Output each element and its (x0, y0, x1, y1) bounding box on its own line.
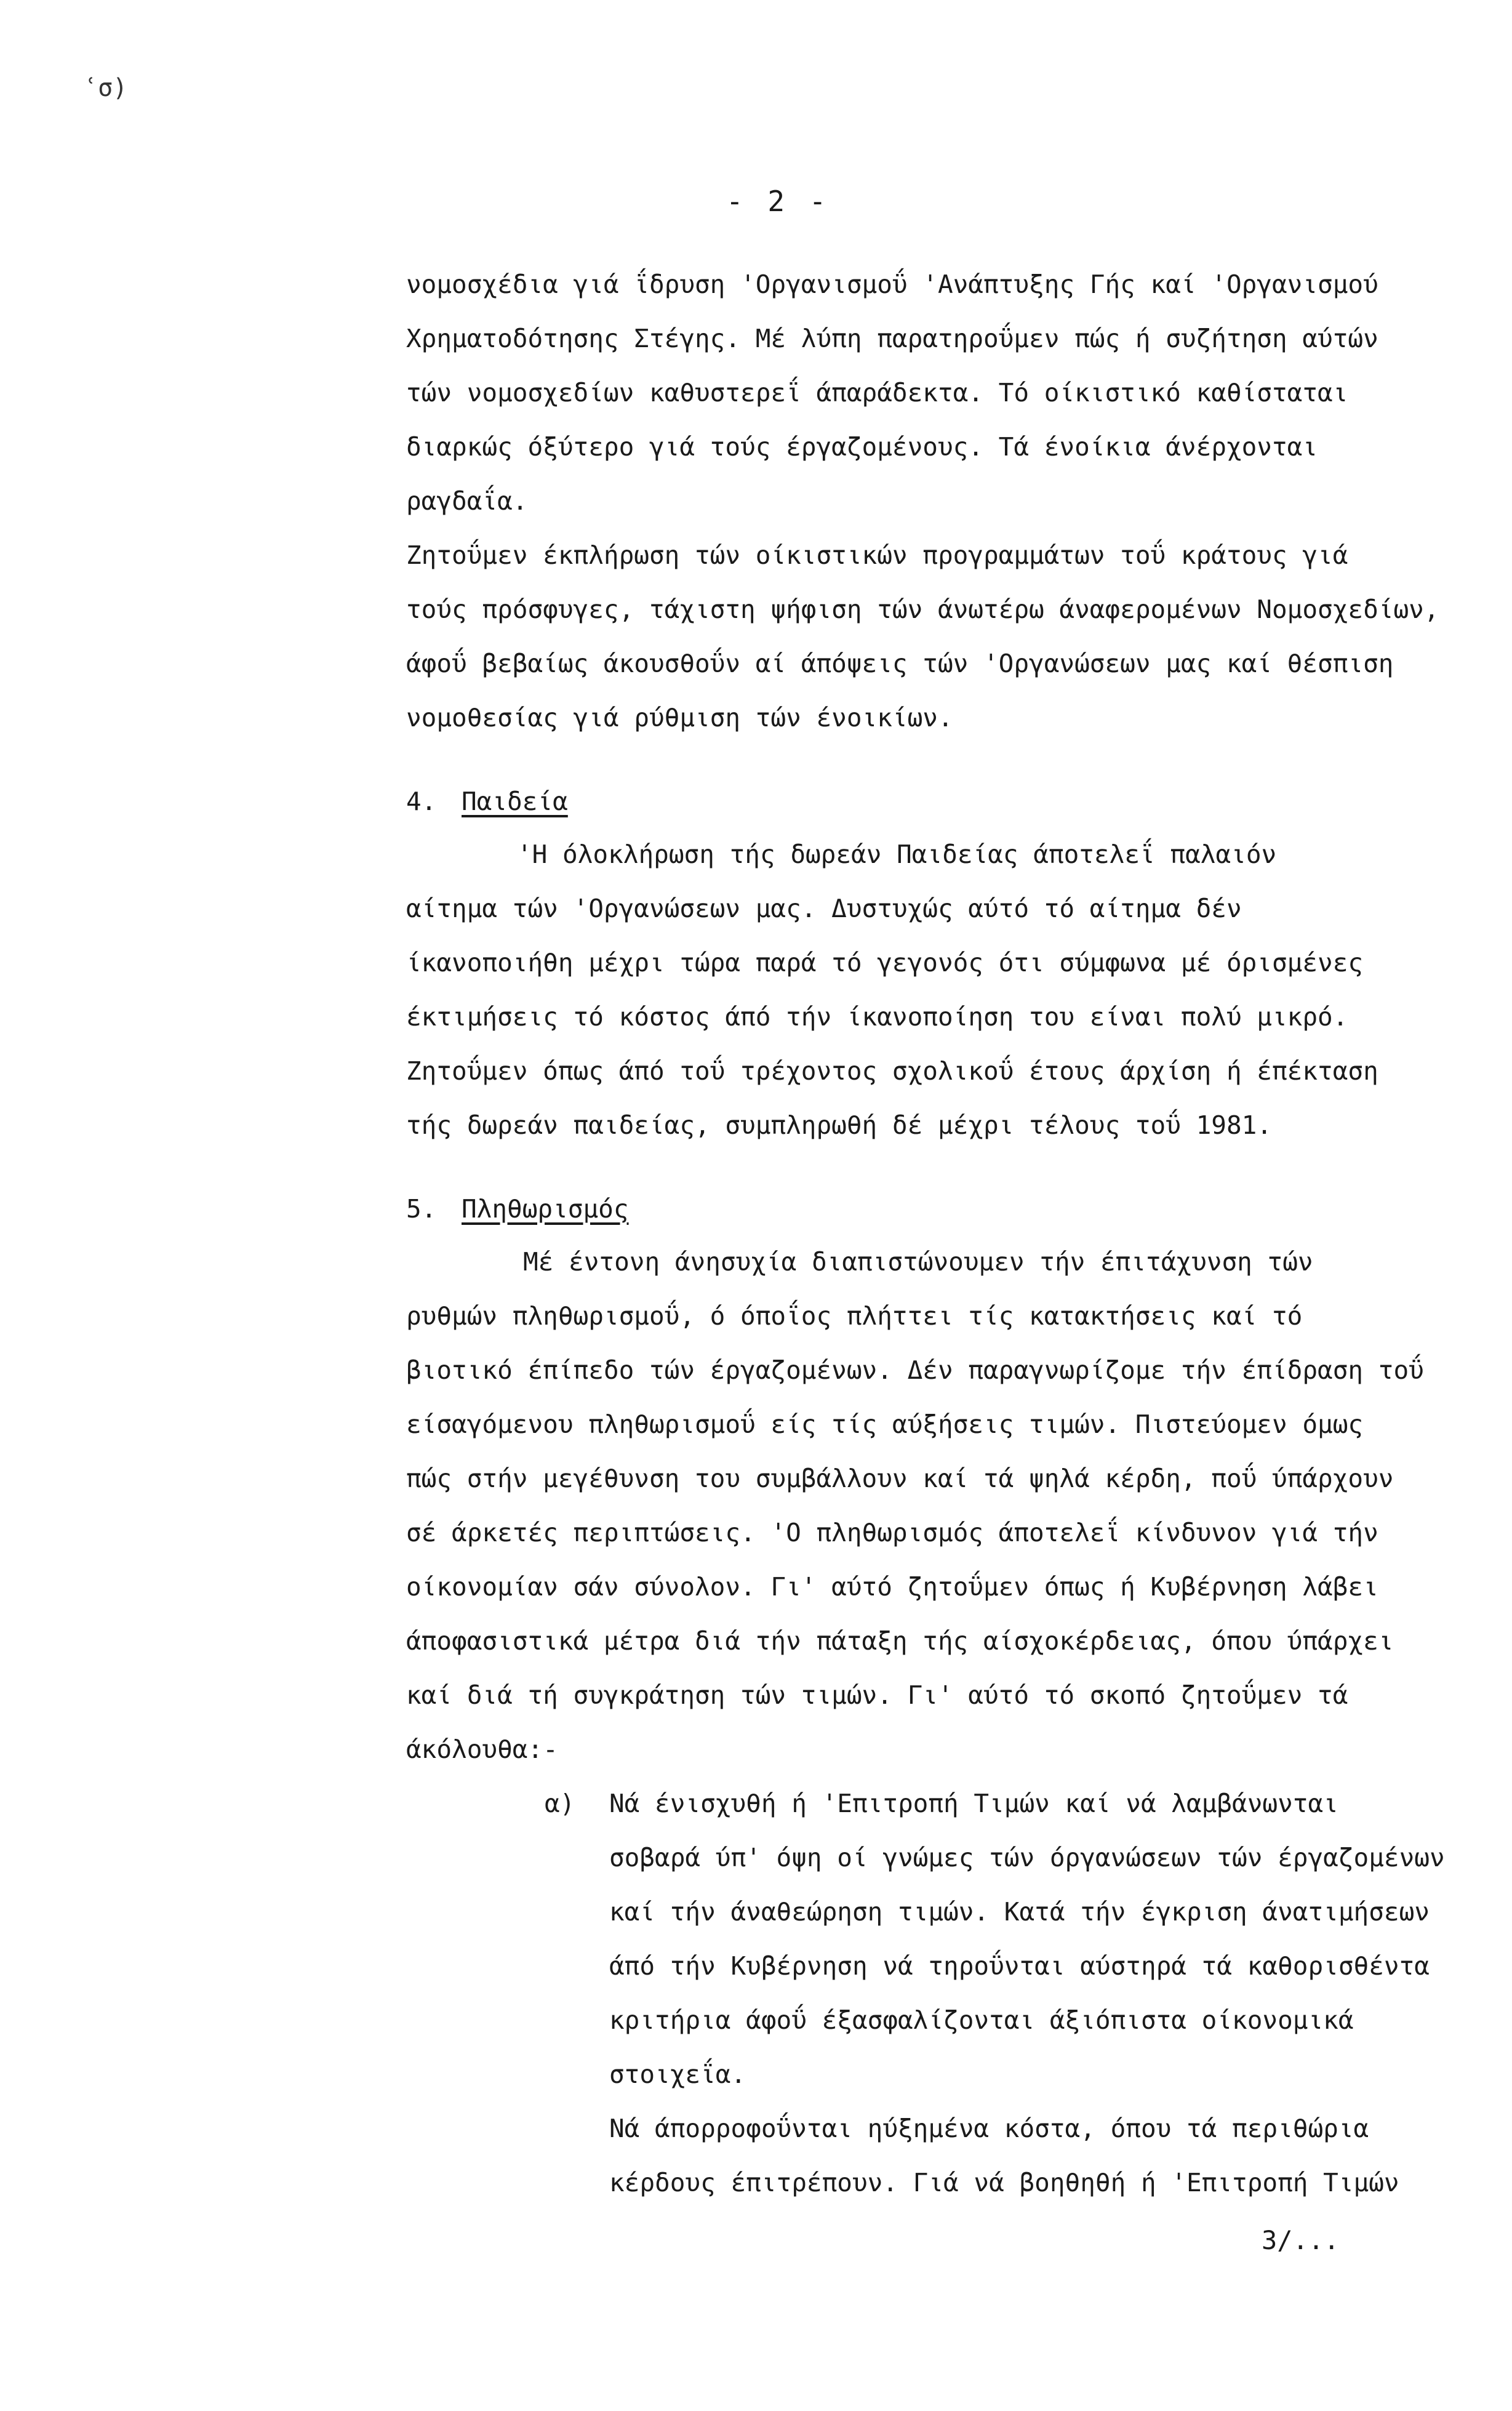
text-line: άκόλουθα:- (406, 1735, 558, 1764)
text-line: κριτήρια άφοΰ έξασφαλίζονται άξιόπιστα οίκονομικά (609, 2005, 1354, 2035)
text-line: ίκανοποιήθη μέχρι τώρα παρά τό γεγονός ότι σύμφωνα μέ όρισμένες (406, 948, 1364, 977)
text-line: σέ άρκετές περιπτώσεις. 'Ο πληθωρισμός άποτελεΐ κίνδυνον γιά τήν (406, 1518, 1378, 1547)
text-line: Ζητοΰμεν όπως άπό τοΰ τρέχοντος σχολικοΰ έτους άρχίση ή έπέκταση (406, 1056, 1378, 1086)
text-line: καί διά τή συγκράτηση τών τιμών. Γι' αύτό τό σκοπό ζητοΰμεν τά (406, 1680, 1348, 1710)
text-line: είσαγόμενου πληθωρισμοΰ είς τίς αύξήσεις τιμών. Πιστεύομεν όμως (406, 1410, 1364, 1439)
text-line: τούς πρόσφυγες, τάχιστη ψήφιση τών άνωτέρω άναφερομένων Νομοσχεδίων, (406, 595, 1439, 624)
text-line: Μέ έντονη άνησυχία διαπιστώνουμεν τήν έπιτάχυνση τών (523, 1247, 1313, 1277)
section-4-number: 4. (406, 787, 437, 816)
section-4-title: Παιδεία (462, 787, 568, 816)
continuation-marker: 3/... (1262, 2225, 1340, 2255)
text-line: Νά άπορροφοΰνται ηύξημένα κόστα, όπου τά περιθώρια (609, 2114, 1369, 2143)
page-number: - 2 - (726, 185, 830, 218)
text-line: στοιχεΐα. (609, 2060, 746, 2089)
corner-handwritten-mark: ʿσ) (83, 74, 128, 102)
text-line: ρυθμών πληθωρισμοΰ, ό όποΐος πλήττει τίς κατακτήσεις καί τό (406, 1301, 1303, 1331)
text-line: νομοθεσίας γιά ρύθμιση τών ένοικίων. (406, 703, 953, 732)
text-line: κέρδους έπιτρέπουν. Γιά νά βοηθηθή ή 'Επιτροπή Τιμών (609, 2168, 1399, 2197)
text-line: αίτημα τών 'Οργανώσεων μας. Δυστυχώς αύτό τό αίτημα δέν (406, 894, 1242, 923)
text-line: βιοτικό έπίπεδο τών έργαζομένων. Δέν παραγνωρίζομε τήν έπίδραση τοΰ (406, 1355, 1424, 1385)
text-line: 'Η όλοκλήρωση τής δωρεάν Παιδείας άποτελεΐ παλαιόν (517, 840, 1277, 869)
text-line: τών νομοσχεδίων καθυστερεΐ άπαράδεκτα. Τό οίκιστικό καθίσταται (406, 378, 1348, 407)
text-line: άφοΰ βεβαίως άκουσθοΰν αί άπόψεις τών 'Οργανώσεων μας καί θέσπιση (406, 649, 1394, 678)
text-line: έκτιμήσεις τό κόστος άπό τήν ίκανοποίηση του είναι πολύ μικρό. (406, 1002, 1348, 1032)
text-line: άποφασιστικά μέτρα διά τήν πάταξη τής αίσχοκέρδειας, όπου ύπάρχει (406, 1626, 1394, 1656)
list-item-marker: α) (545, 1789, 575, 1818)
text-line: Ζητοΰμεν έκπλήρωση τών οίκιστικών προγραμμάτων τοΰ κράτους γιά (406, 540, 1348, 570)
text-line: σοβαρά ύπ' όψη οί γνώμες τών όργανώσεων τών έργαζομένων (609, 1843, 1445, 1872)
text-line: οίκονομίαν σάν σύνολον. Γι' αύτό ζητοΰμεν όπως ή Κυβέρνηση λάβει (406, 1572, 1378, 1602)
text-line: διαρκώς όξύτερο γιά τούς έργαζομένους. Τά ένοίκια άνέρχονται (406, 432, 1318, 462)
section-5-number: 5. (406, 1194, 437, 1224)
text-line: πώς στήν μεγέθυνση του συμβάλλουν καί τά ψηλά κέρδη, ποΰ ύπάρχουν (406, 1464, 1394, 1493)
text-line: Χρηματοδότησης Στέγης. Μέ λύπη παρατηροΰμεν πώς ή συζήτηση αύτών (406, 324, 1378, 353)
text-line: νομοσχέδια γιά ΐδρυση 'Οργανισμοΰ 'Ανάπτυξης Γής καί 'Οργανισμού (406, 270, 1378, 299)
text-line: άπό τήν Κυβέρνηση νά τηροΰνται αύστηρά τά καθορισθέντα (609, 1951, 1430, 1981)
text-line: τής δωρεάν παιδείας, συμπληρωθή δέ μέχρι τέλους τοΰ 1981. (406, 1110, 1272, 1140)
text-line: καί τήν άναθεώρηση τιμών. Κατά τήν έγκριση άνατιμήσεων (609, 1897, 1430, 1927)
text-line: Νά ένισχυθή ή 'Επιτροπή Τιμών καί νά λαμβάνωνται (609, 1789, 1338, 1818)
text-line: ραγδαΐα. (406, 486, 528, 516)
section-5-title: Πληθωρισμός (462, 1194, 629, 1224)
